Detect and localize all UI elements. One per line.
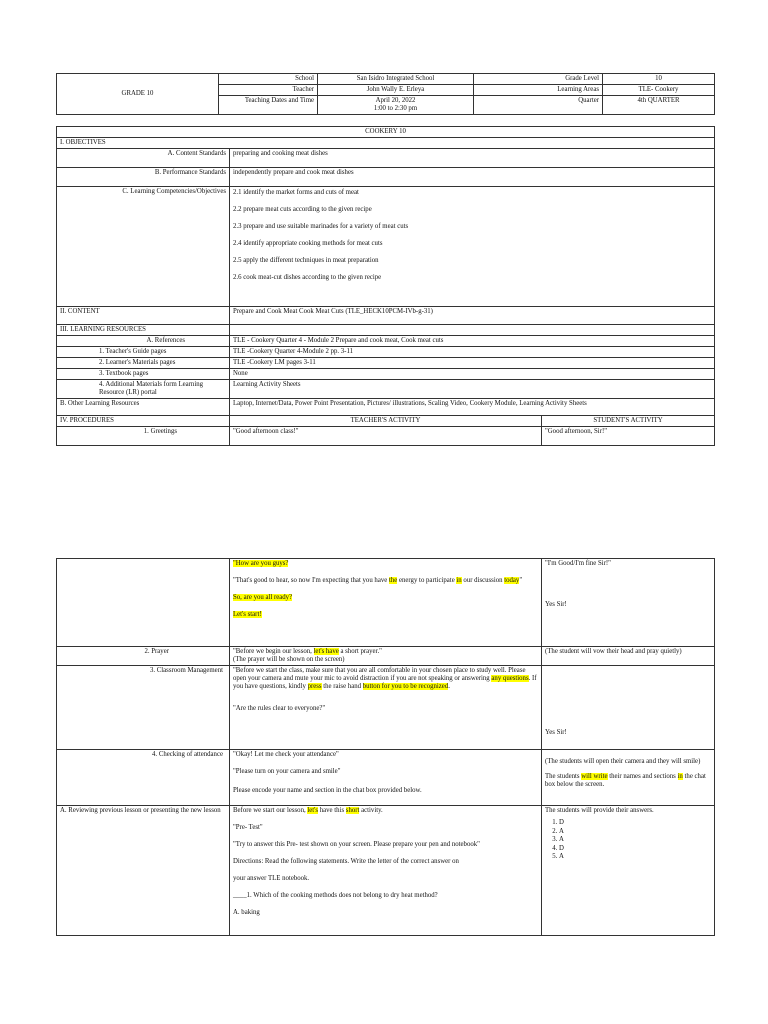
answer-item: 1. D xyxy=(559,819,711,828)
prayer-line: "Before we begin our lesson, let's have a short prayer." xyxy=(233,648,382,655)
competency-item: 2.1 identify the market forms and cuts of meat xyxy=(233,189,359,196)
student-activity-heading: STUDENT'S ACTIVITY xyxy=(542,416,715,427)
management-rules-text: "Before we start the class, make sure that you are all comfortable in your chosen place to study well. Please open your camera and mute your mic to avoid distraction if you are not speaking or answering any questions. If you have questions, kindly press the raise hand button for you to be recognized. xyxy=(233,667,537,690)
references-label: A. References xyxy=(57,336,230,347)
textbook-label: 3. Textbook pages xyxy=(57,369,230,380)
prayer-teacher xyxy=(230,647,542,666)
competency-item: 2.2 prepare meat cuts according to the given recipe xyxy=(233,206,372,213)
answer-item: 4. D xyxy=(559,845,711,854)
answer-item: 5. A xyxy=(559,853,711,862)
answer-item: 2. A xyxy=(559,828,711,837)
attendance-line-1: "Okay! Let me check your attendance" xyxy=(233,751,339,758)
opening-student xyxy=(542,559,715,647)
teacher-label: Teacher xyxy=(219,85,318,96)
start-text: Let's start! xyxy=(233,611,262,618)
competency-item: 2.6 cook meat-cut dishes according to the given recipe xyxy=(233,274,382,281)
teacher-activity-heading: TEACHER'S ACTIVITY xyxy=(230,416,542,427)
attendance-line-2: "Please turn on your camera and smile" xyxy=(233,768,341,775)
pretest-notebook: your answer TLE notebook. xyxy=(233,875,310,882)
opening-teacher xyxy=(230,559,542,647)
content-standards-label: A. Content Standards xyxy=(57,149,230,168)
additional-label: 4. Additional Materials form Learning Resource (LR) portal xyxy=(57,380,230,399)
content-heading: II. CONTENT xyxy=(57,307,230,325)
header-table xyxy=(56,73,715,115)
time-value: 1:00 to 2:30 pm xyxy=(373,105,418,112)
prayer-student: (The student will vow their head and pray quietly) xyxy=(542,647,715,666)
other-resources-label: B. Other Learning Resources xyxy=(57,399,230,416)
quarter-value: 4th QUARTER xyxy=(603,96,715,115)
attendance-teacher xyxy=(230,750,542,806)
procedures-heading: IV. PROCEDURES xyxy=(57,416,230,427)
other-resources-value: Laptop, Internet/Data, Power Point Presentation, Pictures/ illustrations, Scaling Video, Cookery Module, Learning Activity Sheets xyxy=(230,399,715,416)
tg-label: 1. Teacher's Guide pages xyxy=(57,347,230,358)
procedures-table xyxy=(56,558,715,936)
prayer-note: (The prayer will be shown on the screen) xyxy=(233,656,345,663)
greetings-student: "Good afternoon, Sir!" xyxy=(542,427,715,446)
management-student: Yes Sir! xyxy=(542,666,715,750)
content-standards-value: preparing and cooking meat dishes xyxy=(230,149,715,168)
answer-item: 3. A xyxy=(559,836,711,845)
attendance-line-3: Please encode your name and section in the chat box provided below. xyxy=(233,787,422,794)
learning-areas-label: Learning Areas xyxy=(474,85,603,96)
teacher-value: John Wally E. Erleya xyxy=(318,85,474,96)
prayer-label: 2. Prayer xyxy=(57,647,230,666)
competency-item: 2.5 apply the different techniques in meat preparation xyxy=(233,257,379,264)
energy-text: "That's good to hear, so now I'm expecting that you have the energy to participate in our discussion today" xyxy=(233,577,523,584)
lm-value: TLE -Cookery LM pages 3-11 xyxy=(230,358,715,369)
references-value: TLE - Cookery Quarter 4 - Module 2 Prepare and cook meat, Cook meat cuts xyxy=(230,336,715,347)
attendance-label: 4. Checking of attendance xyxy=(57,750,230,806)
dates-value xyxy=(318,96,474,115)
attendance-student-1: (The students will open their camera and they will smile) xyxy=(545,758,701,765)
attendance-student xyxy=(542,750,715,806)
pretest-directions: Directions: Read the following statements. Write the letter of the correct answer on xyxy=(233,858,459,865)
hello-text: "How are you guys? xyxy=(233,560,289,567)
textbook-value: None xyxy=(230,369,715,380)
student-yes: Yes Sir! xyxy=(545,601,567,608)
learning-area-value: TLE- Cookery xyxy=(603,85,715,96)
objectives-heading: I. OBJECTIVES xyxy=(57,138,715,149)
lesson-plan-table xyxy=(56,126,715,446)
performance-standards-value: independently prepare and cook meat dishes xyxy=(230,168,715,187)
review-teacher xyxy=(230,806,542,936)
date-value: April 20, 2022 xyxy=(375,97,416,104)
grade-level-label: Grade Level xyxy=(474,74,603,85)
resources-heading: III. LEARNING RESOURCES xyxy=(57,325,230,336)
lm-label: 2. Learner's Materials pages xyxy=(57,358,230,369)
school-label: School xyxy=(219,74,318,85)
competencies-label: C. Learning Competencies/Objectives xyxy=(57,187,230,307)
review-label: A. Reviewing previous lesson or presenting the new lesson xyxy=(57,806,230,936)
answer-list xyxy=(545,819,711,862)
performance-standards-label: B. Performance Standards xyxy=(57,168,230,187)
review-student-text: The students will provide their answers. xyxy=(545,807,654,814)
student-fine: "I'm Good/I'm fine Sir!" xyxy=(545,560,611,567)
management-teacher xyxy=(230,666,542,750)
pretest-option-a: A. baking xyxy=(233,909,260,916)
tg-value: TLE -Cookery Quarter 4-Module 2 pp. 3-11 xyxy=(230,347,715,358)
attendance-student-2: The students will write their names and sections in the chat box below the screen. xyxy=(545,773,706,788)
pretest-instructions: "Try to answer this Pre- test shown on your screen. Please prepare your pen and notebook" xyxy=(233,841,480,848)
plan-title: COOKERY 10 xyxy=(57,127,715,138)
grade-level-value: 10 xyxy=(603,74,715,85)
greetings-teacher: "Good afternoon class!" xyxy=(230,427,542,446)
pretest-question-1: ____1. Which of the cooking methods does not belong to dry heat method? xyxy=(233,892,438,899)
additional-value: Learning Activity Sheets xyxy=(230,380,715,399)
content-value: Prepare and Cook Meat Cook Meat Cuts (TLE_HECK10PCM-IVb-g-31) xyxy=(230,307,715,325)
ready-text: So, are you all ready? xyxy=(233,594,293,601)
greetings-label: 1. Greetings xyxy=(57,427,230,446)
review-student xyxy=(542,806,715,936)
rules-question: "Are the rules clear to everyone?" xyxy=(233,705,326,712)
dates-label: Teaching Dates and Time xyxy=(219,96,318,115)
quarter-label: Quarter xyxy=(474,96,603,115)
review-intro: Before we start our lesson, let's have this short activity. xyxy=(233,807,383,814)
management-label: 3. Classroom Management xyxy=(57,666,230,750)
pretest-title: "Pre- Test" xyxy=(233,824,263,831)
competency-item: 2.3 prepare and use suitable marinades for a variety of meat cuts xyxy=(233,223,409,230)
competency-item: 2.4 identify appropriate cooking methods for meat cuts xyxy=(233,240,383,247)
grade-label: GRADE 10 xyxy=(57,74,219,115)
competencies-list xyxy=(230,187,715,307)
school-value: San Isidro Integrated School xyxy=(318,74,474,85)
